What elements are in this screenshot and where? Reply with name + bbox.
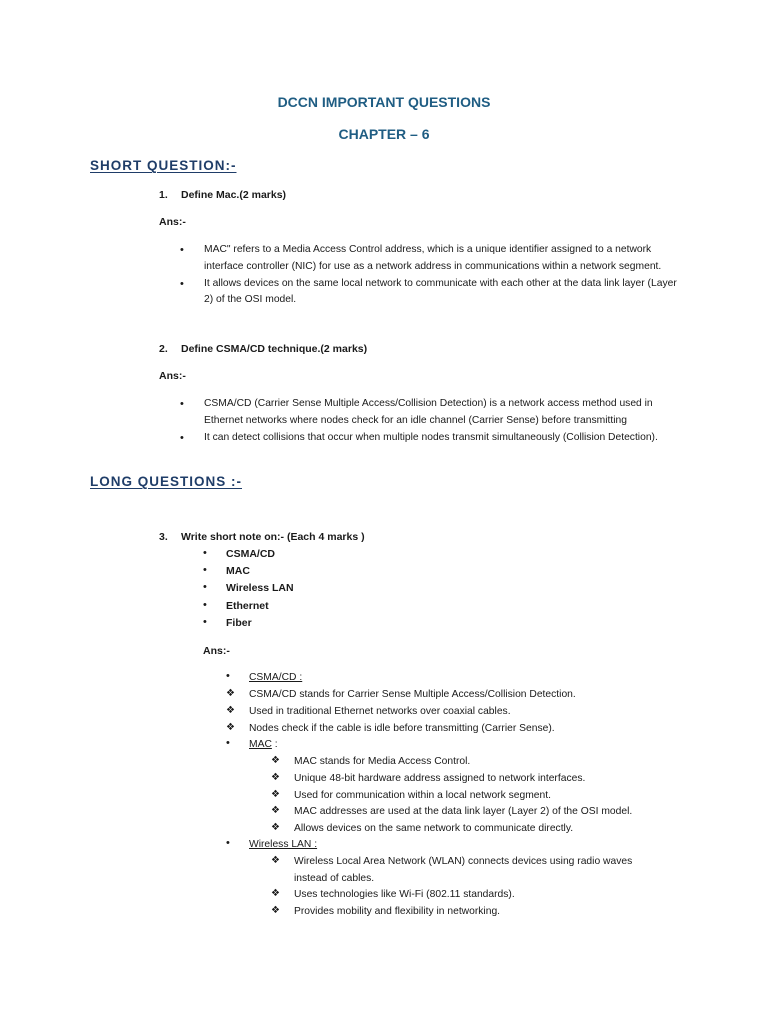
question-2-answer-label: Ans:- (159, 370, 186, 382)
question-1-number: 1. (159, 189, 168, 201)
diamond-bullet-icon: ❖ (226, 688, 235, 699)
wlan-point: Provides mobility and flexibility in networking. (294, 906, 501, 917)
diamond-bullet-icon: ❖ (271, 805, 280, 816)
csma-point: Used in traditional Ethernet networks over coaxial cables. (249, 706, 511, 717)
mac-point: MAC addresses are used at the data link layer (Layer 2) of the OSI model. (294, 806, 633, 817)
list-item: • It can detect collisions that occur when multiple nodes transmit simultaneously (Collision Detection). (180, 430, 680, 447)
bullet-icon: • (226, 670, 230, 682)
question-2-number: 2. (159, 343, 168, 355)
diamond-bullet-icon: ❖ (226, 705, 235, 716)
question-3-text: Write short note on:- (Each 4 marks ) (181, 531, 365, 543)
csma-point: CSMA/CD stands for Carrier Sense Multiple Access/Collision Detection. (249, 689, 576, 700)
mac-label-suffix: : (271, 739, 278, 750)
question-2-answer-list (180, 396, 680, 446)
list-item: • It allows devices on the same local network to communicate with each other at the data link layer (Layer 2) of the OSI model. (180, 277, 677, 306)
bullet-icon: • (180, 431, 184, 444)
diamond-bullet-icon: ❖ (226, 722, 235, 733)
bullet-icon: • (226, 737, 230, 749)
short-question-heading: SHORT QUESTION:- (90, 158, 237, 173)
bullet-icon: • (226, 837, 230, 849)
bullet-icon: • (203, 616, 207, 628)
question-3-answer-label: Ans:- (203, 645, 230, 657)
question-1-text: Define Mac.(2 marks) (181, 189, 287, 201)
diamond-bullet-icon: ❖ (271, 772, 280, 783)
long-questions-heading: LONG QUESTIONS :- (90, 474, 242, 489)
topic-wireless-lan: Wireless LAN (226, 582, 294, 594)
chapter-title: CHAPTER – 6 (338, 126, 430, 142)
bullet-icon: • (180, 277, 184, 290)
topic-csma-cd: CSMA/CD (226, 548, 275, 560)
mac-point: Used for communication within a local network segment. (294, 790, 551, 801)
mac-label: MAC (249, 739, 272, 750)
csma-cd-label: CSMA/CD : (249, 672, 303, 683)
bullet-icon: • (203, 581, 207, 593)
mac-point: Unique 48-bit hardware address assigned to network interfaces. (294, 773, 586, 784)
question-1-answer-label: Ans:- (159, 216, 186, 228)
diamond-bullet-icon: ❖ (271, 855, 280, 866)
diamond-bullet-icon: ❖ (271, 789, 280, 800)
diamond-bullet-icon: ❖ (271, 905, 280, 916)
topic-ethernet: Ethernet (226, 600, 269, 612)
bullet-icon: • (203, 564, 207, 576)
bullet-icon: • (203, 599, 207, 611)
wlan-point: Wireless Local Area Network (WLAN) connects devices using radio waves instead of cables. (294, 856, 633, 884)
wlan-point: Uses technologies like Wi-Fi (802.11 standards). (294, 889, 515, 900)
list-item: • MAC" refers to a Media Access Control address, which is a unique identifier assigned to a network interface controller (NIC) for use as a network address in communications within a network segment. (180, 244, 662, 272)
mac-point: MAC stands for Media Access Control. (294, 756, 471, 767)
question-3-number: 3. (159, 531, 168, 543)
topic-mac: MAC (226, 565, 250, 577)
csma-point: Nodes check if the cable is idle before transmitting (Carrier Sense). (249, 723, 555, 734)
topic-fiber: Fiber (226, 617, 252, 629)
bullet-icon: • (180, 244, 184, 256)
list-item: • CSMA/CD (Carrier Sense Multiple Access/Collision Detection) is a network access method used in Ethernet networks where nodes check for an idle channel (Carrier Sense) before transmitting (180, 398, 653, 426)
diamond-bullet-icon: ❖ (271, 755, 280, 766)
mac-label-line (249, 737, 278, 754)
diamond-bullet-icon: ❖ (271, 888, 280, 899)
bullet-icon: • (180, 398, 184, 410)
question-1-answer-list (180, 242, 680, 309)
question-2-text: Define CSMA/CD technique.(2 marks) (181, 343, 368, 355)
wireless-lan-label: Wireless LAN : (249, 839, 318, 850)
bullet-icon: • (203, 547, 207, 559)
document-title: DCCN IMPORTANT QUESTIONS (277, 94, 491, 110)
diamond-bullet-icon: ❖ (271, 822, 280, 833)
mac-point: Allows devices on the same network to communicate directly. (294, 823, 574, 834)
